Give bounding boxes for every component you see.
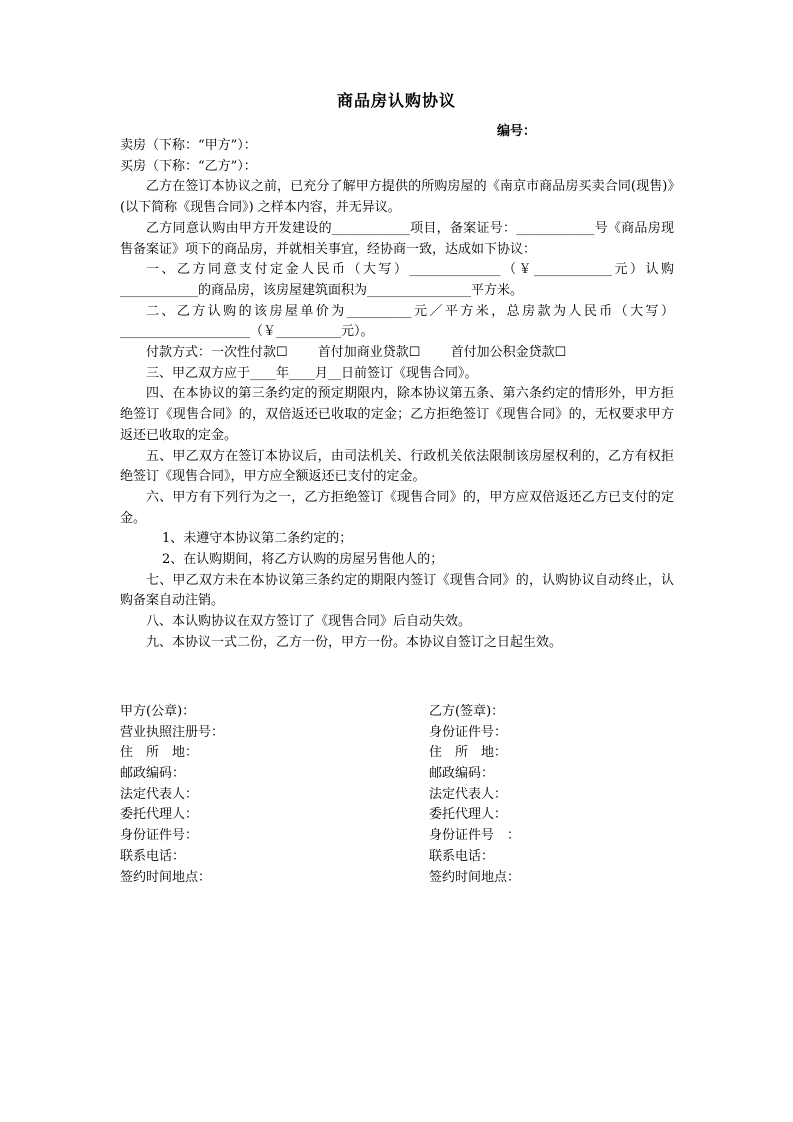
business-license-label: 营业执照注册号： bbox=[120, 724, 225, 740]
clause-7: 七、甲乙双方未在本协议第三条约定的期限内签订《现售合同》的，认购协议自动终止，认购备案自动注销。 bbox=[120, 572, 674, 609]
party-a-agent-label: 委托代理人： bbox=[120, 807, 199, 823]
signature-row bbox=[120, 743, 680, 764]
clause-1: 一、乙方同意支付定金人民币（大写）______________（￥____________元）认购____________的商品房，该房屋建筑面积为________________平方米。 bbox=[120, 262, 674, 298]
clause-8: 八、本认购协议在双方签订了《现售合同》后自动失效。 bbox=[146, 614, 472, 630]
seller-line: 卖房（下称：“甲方”）： bbox=[120, 138, 257, 153]
agreement-body bbox=[120, 136, 674, 654]
payment-method: 付款方式：一次性付款☐ 首付加商业贷款☐ 首付加公积金贷款☐ bbox=[146, 345, 567, 361]
signature-row bbox=[120, 826, 680, 847]
clause-6: 六、甲方有下列行为之一，乙方拒绝签订《现售合同》的，甲方应双倍返还乙方已支付的定金。 bbox=[120, 489, 674, 526]
clause-6-item-2: 2、在认购期间，将乙方认购的房屋另售他人的； bbox=[162, 552, 444, 568]
signature-row bbox=[120, 764, 680, 785]
party-b-id-label-2: 身份证件号 ： bbox=[429, 828, 521, 844]
clause-6-item-1: 1、未遵守本协议第二条约定的； bbox=[162, 531, 353, 547]
party-b-postcode-label: 邮政编码： bbox=[429, 766, 495, 782]
signature-row bbox=[120, 868, 680, 889]
signature-row bbox=[120, 847, 680, 868]
party-b-phone-label: 联系电话： bbox=[429, 848, 495, 864]
party-a-address-label: 住 所 地： bbox=[120, 745, 199, 761]
intro-paragraph: 乙方同意认购由甲方开发建设的____________项目，备案证号：____________号《商品房现售备案证》项下的商品房，并就相关事宜，经协商一致，达成如下协议： bbox=[120, 220, 674, 257]
party-a-id-label: 身份证件号： bbox=[120, 828, 199, 844]
clause-9: 九、本协议一式二份，乙方一份，甲方一份。本协议自签订之日起生效。 bbox=[146, 634, 563, 650]
party-b-address-label: 住 所 地： bbox=[429, 745, 508, 761]
signature-row bbox=[120, 785, 680, 806]
signature-block bbox=[120, 702, 680, 888]
party-b-id-label: 身份证件号： bbox=[429, 724, 508, 740]
contract-number-label: 编号： bbox=[497, 124, 537, 139]
buyer-line: 买房（下称：“乙方”）： bbox=[120, 158, 257, 174]
party-b-sign-time-place-label: 签约时间地点： bbox=[429, 869, 521, 885]
party-b-legal-rep-label: 法定代表人： bbox=[429, 786, 508, 802]
clause-5: 五、甲乙双方在签订本协议后，由司法机关、行政机关依法限制该房屋权利的，乙方有权拒绝签订《现售合同》，甲方应全额返还已支付的定金。 bbox=[120, 448, 674, 485]
clause-4: 四、在本协议的第三条约定的预定期限内，除本协议第五条、第六条约定的情形外，甲方拒绝签订《现售合同》的，双倍返还已收取的定金；乙方拒绝签订《现售合同》的，无权要求甲方返还已收取的定金。 bbox=[120, 386, 674, 443]
party-a-phone-label: 联系电话： bbox=[120, 848, 186, 864]
clause-3: 三、甲乙双方应于____年____月__日前签订《现售合同》。 bbox=[146, 365, 478, 381]
party-b-agent-label: 委托代理人： bbox=[429, 807, 508, 823]
document-title: 商品房认购协议 bbox=[336, 91, 456, 110]
party-a-sign-time-place-label: 签约时间地点： bbox=[120, 869, 212, 885]
signature-row bbox=[120, 805, 680, 826]
party-a-postcode-label: 邮政编码： bbox=[120, 766, 186, 782]
signature-row bbox=[120, 702, 680, 723]
party-a-seal-label: 甲方(公章)： bbox=[120, 704, 196, 719]
party-b-seal-label: 乙方(签章)： bbox=[429, 704, 505, 719]
preamble-paragraph: 乙方在签订本协议之前，已充分了解甲方提供的所购房屋的《南京市商品房买卖合同(现售)》(以下简称《现售合同》) 之样本内容，并无异议。 bbox=[120, 179, 674, 216]
clause-2: 二、乙方认购的该房屋单价为__________元／平方米，总房款为人民币（大写）____________________（￥__________元）。 bbox=[120, 303, 674, 340]
party-a-legal-rep-label: 法定代表人： bbox=[120, 786, 199, 802]
signature-row bbox=[120, 723, 680, 744]
